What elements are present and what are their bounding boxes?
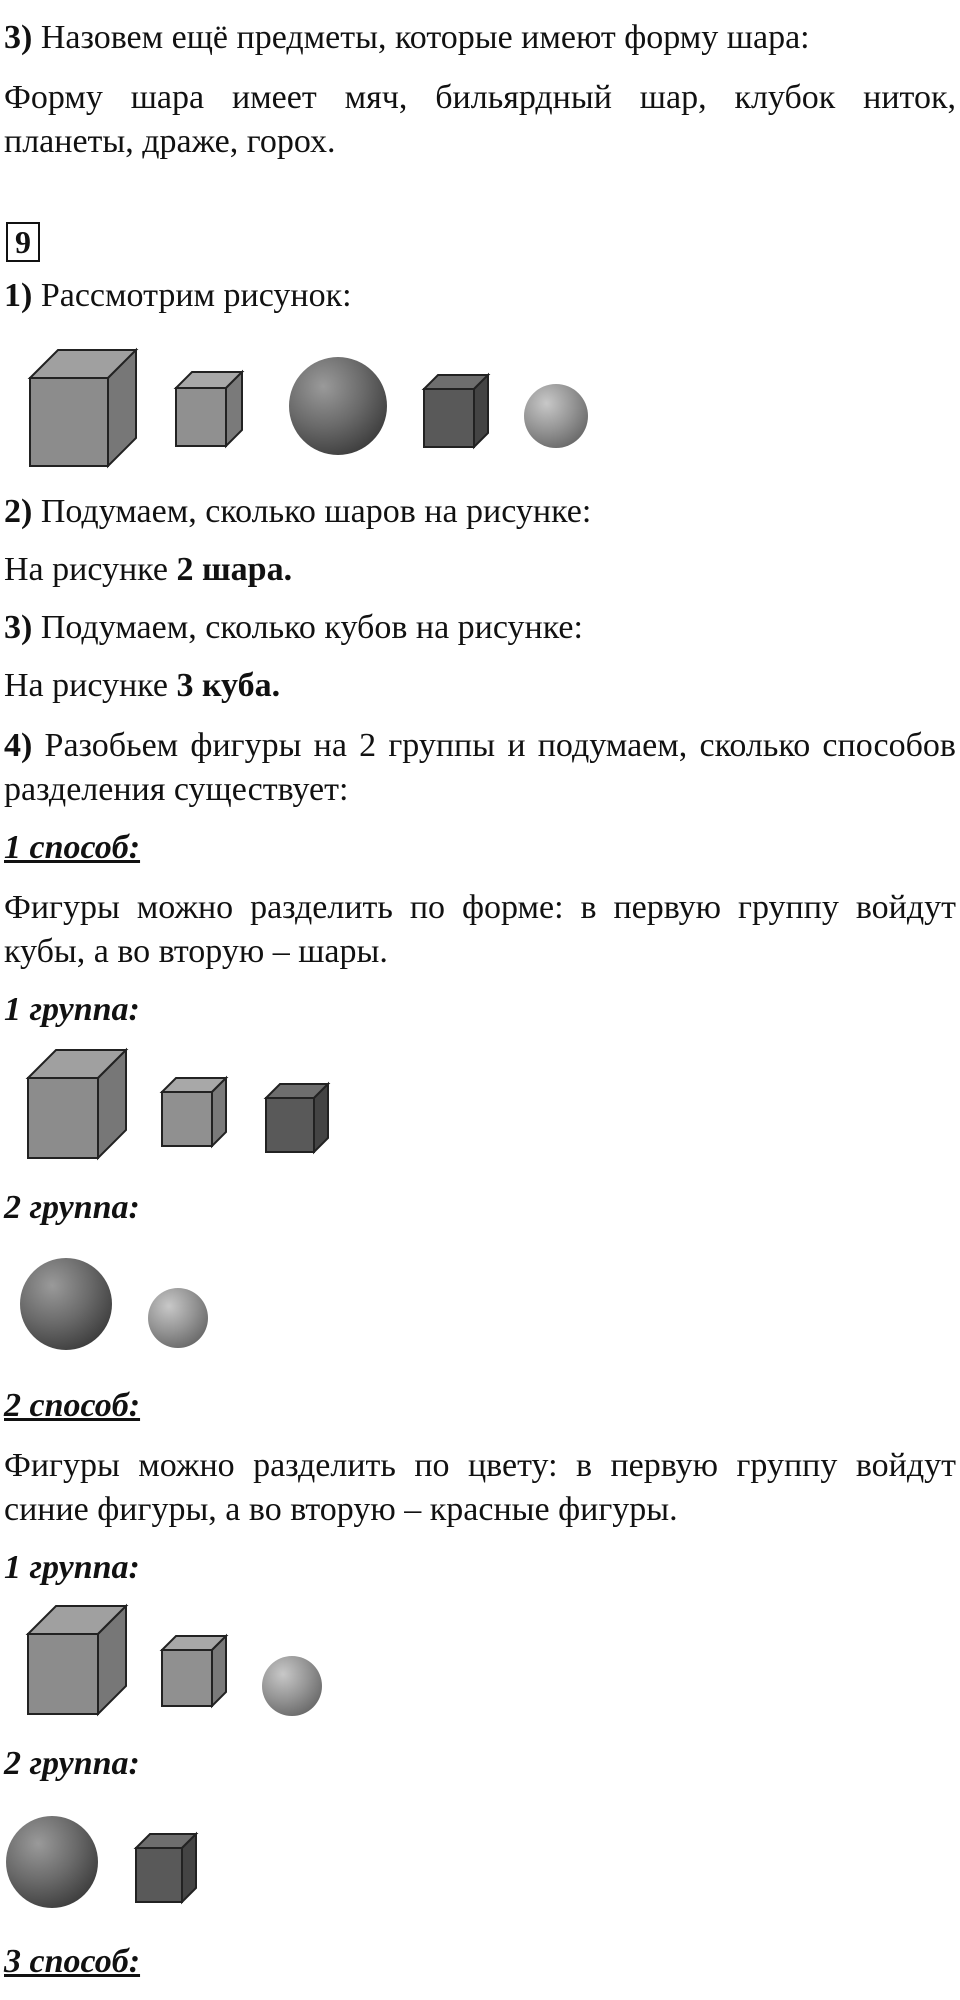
step-4-line-1: 4) Разобьем фигуры на 2 группы и подумаем, сколько способов — [4, 727, 956, 764]
dark-cube-shape — [136, 1834, 196, 1902]
sphere-objects-line-1: Форму шара имеет мяч, бильярдный шар, клубок ниток, — [4, 79, 956, 116]
small-sphere-shape — [262, 1656, 322, 1716]
step-1: 1) Рассмотрим рисунок: — [4, 277, 352, 314]
small-cube-shape — [176, 372, 242, 446]
small-sphere-shape — [148, 1288, 208, 1348]
small-cube-shape — [162, 1636, 226, 1706]
answer-spheres: На рисунке 2 шара. — [4, 551, 293, 588]
large-cube-shape — [30, 350, 136, 466]
way-2-line-1: Фигуры можно разделить по цвету: в первую группу войдут — [4, 1447, 956, 1484]
figure-way-1-group-2 — [0, 1240, 240, 1370]
way-2-line-2: синие фигуры, а во вторую – красные фигуры. — [4, 1491, 678, 1528]
large-sphere-shape — [20, 1258, 112, 1350]
item-3-heading: 3) Назовем ещё предметы, которые имеют форму шара: — [4, 19, 810, 56]
figure-way-2-group-2 — [0, 1796, 240, 1926]
way-1-line-1: Фигуры можно разделить по форме: в первую группу войдут — [4, 889, 956, 926]
large-cube-shape — [28, 1050, 126, 1158]
large-cube-shape — [28, 1606, 126, 1714]
small-sphere-shape — [524, 384, 588, 448]
figure-way-2-group-1 — [0, 1598, 360, 1728]
way-1-group-2-label: 2 группа: — [4, 1189, 140, 1226]
way-1-title: 1 способ: — [4, 829, 141, 866]
answer-cubes: На рисунке 3 куба. — [4, 667, 281, 704]
way-1-group-1-label: 1 группа: — [4, 991, 140, 1028]
small-cube-shape — [162, 1078, 226, 1146]
dark-cube-shape — [424, 375, 488, 447]
figure-way-1-group-1 — [0, 1042, 360, 1172]
dark-cube-shape — [266, 1084, 328, 1152]
figure-all-shapes — [0, 330, 620, 480]
step-3: 3) Подумаем, сколько кубов на рисунке: — [4, 609, 583, 646]
way-2-group-1-label: 1 группа: — [4, 1549, 140, 1586]
large-sphere-shape — [6, 1816, 98, 1908]
large-sphere-shape — [289, 357, 387, 455]
sphere-objects-line-2: планеты, драже, горох. — [4, 123, 336, 160]
step-2: 2) Подумаем, сколько шаров на рисунке: — [4, 493, 592, 530]
task-number-box: 9 — [6, 222, 40, 262]
way-2-title: 2 способ: — [4, 1387, 141, 1424]
way-3-title: 3 способ: — [4, 1943, 141, 1980]
step-4-line-2: разделения существует: — [4, 771, 349, 808]
way-1-line-2: кубы, а во вторую – шары. — [4, 933, 388, 970]
way-2-group-2-label: 2 группа: — [4, 1745, 140, 1782]
